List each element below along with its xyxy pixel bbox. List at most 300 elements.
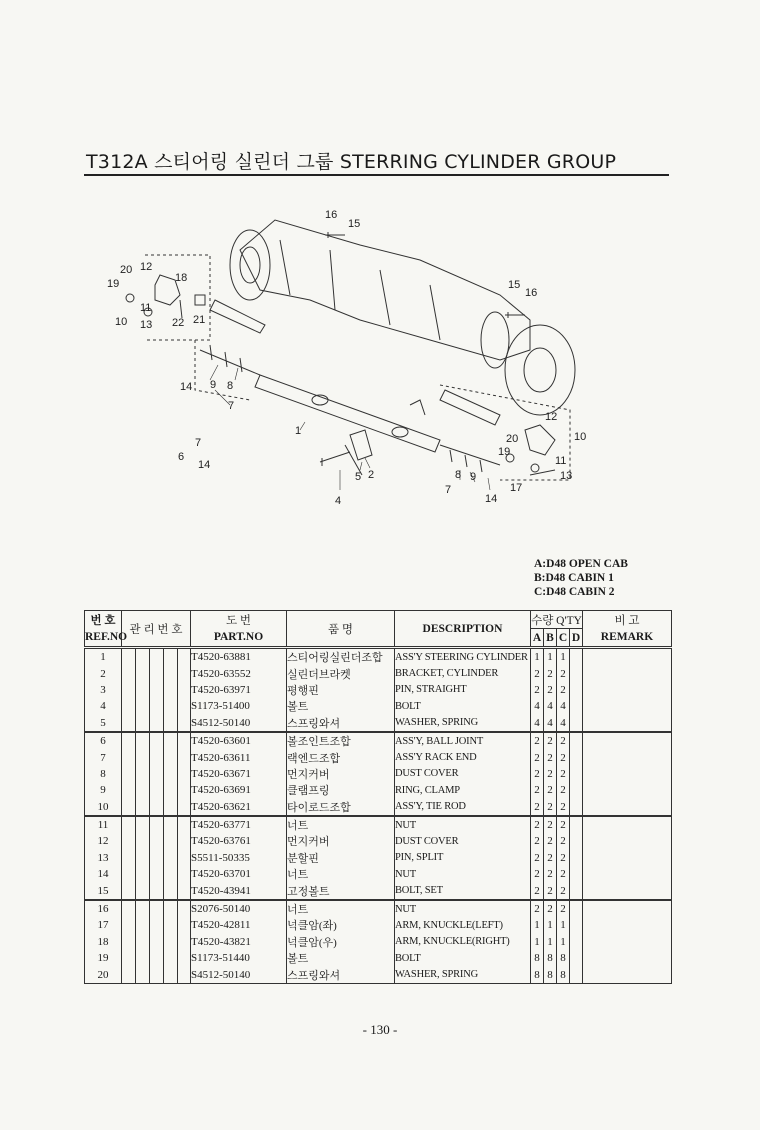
cell-desc: ASS'Y, TIE ROD xyxy=(395,799,531,816)
cell-name: 스프링와셔 xyxy=(287,966,395,983)
table-row xyxy=(85,833,672,849)
cell-empty xyxy=(583,766,672,782)
cell-empty xyxy=(164,799,178,816)
callout-label: 19 xyxy=(107,278,120,290)
cell-empty xyxy=(178,934,191,950)
cell-part: T4520-63771 xyxy=(191,816,287,833)
pin-3 xyxy=(410,400,425,415)
tie-rod-left xyxy=(210,300,265,333)
cell-empty xyxy=(150,648,164,666)
cell-empty xyxy=(583,732,672,749)
callout-label: 22 xyxy=(172,317,185,329)
cell-a: 2 xyxy=(531,732,544,749)
cell-ref: 12 xyxy=(85,833,122,849)
cell-empty xyxy=(136,698,150,714)
cell-empty xyxy=(178,917,191,933)
cell-desc: ASS'Y RACK END xyxy=(395,749,531,765)
cell-part: T4520-63761 xyxy=(191,833,287,849)
callout-label: 4 xyxy=(335,495,342,507)
cell-name: 볼트 xyxy=(287,950,395,966)
table-row xyxy=(85,698,672,714)
cell-c: 2 xyxy=(557,782,570,798)
cell-empty xyxy=(164,782,178,798)
title-rule xyxy=(84,174,669,176)
callout-label: 11 xyxy=(555,455,567,467)
cell-d xyxy=(570,665,583,681)
cell-empty xyxy=(178,850,191,866)
cell-ref: 13 xyxy=(85,850,122,866)
cell-b: 2 xyxy=(544,850,557,866)
callout-label: 9 xyxy=(210,379,217,391)
cell-a: 1 xyxy=(531,934,544,950)
cell-ref: 20 xyxy=(85,966,122,983)
cell-empty xyxy=(164,866,178,882)
cell-ref: 7 xyxy=(85,749,122,765)
cell-empty xyxy=(164,698,178,714)
cell-d xyxy=(570,900,583,917)
cell-empty xyxy=(150,665,164,681)
cell-empty xyxy=(150,900,164,917)
cell-a: 4 xyxy=(531,698,544,714)
callout-label: 20 xyxy=(120,264,133,276)
cell-empty xyxy=(583,900,672,917)
legend-item: A:D48 OPEN CAB xyxy=(534,558,628,570)
cell-ref: 9 xyxy=(85,782,122,798)
cell-c: 2 xyxy=(557,816,570,833)
cell-part: S2076-50140 xyxy=(191,900,287,917)
callout-label: 7 xyxy=(195,437,202,449)
cell-c: 1 xyxy=(557,648,570,666)
cell-ref: 5 xyxy=(85,715,122,732)
cell-empty xyxy=(136,766,150,782)
cell-empty xyxy=(122,866,136,882)
cell-c: 1 xyxy=(557,934,570,950)
cell-d xyxy=(570,682,583,698)
callout-label: 20 xyxy=(506,433,519,445)
cell-a: 2 xyxy=(531,850,544,866)
cell-c: 2 xyxy=(557,732,570,749)
cell-empty xyxy=(136,900,150,917)
cell-d xyxy=(570,749,583,765)
cell-ref: 8 xyxy=(85,766,122,782)
callout-label: 16 xyxy=(325,209,338,221)
cell-d xyxy=(570,934,583,950)
cell-d xyxy=(570,648,583,666)
callout-label: 16 xyxy=(525,287,538,299)
cell-empty xyxy=(583,749,672,765)
cell-empty xyxy=(150,917,164,933)
cell-empty xyxy=(164,850,178,866)
cell-empty xyxy=(178,749,191,765)
cell-empty xyxy=(122,749,136,765)
cell-desc: ASS'Y STEERING CYLINDER xyxy=(395,648,531,666)
cell-ref: 3 xyxy=(85,682,122,698)
callout-label: 11 xyxy=(140,302,152,314)
qty-d-header: D xyxy=(570,629,583,648)
cell-empty xyxy=(178,698,191,714)
cell-d xyxy=(570,816,583,833)
cell-empty xyxy=(178,950,191,966)
cell-desc: BOLT xyxy=(395,698,531,714)
cell-empty xyxy=(122,732,136,749)
cell-desc: WASHER, SPRING xyxy=(395,966,531,983)
cell-b: 8 xyxy=(544,950,557,966)
cell-part: S1173-51400 xyxy=(191,698,287,714)
cell-a: 2 xyxy=(531,665,544,681)
cell-empty xyxy=(178,665,191,681)
cell-empty xyxy=(150,833,164,849)
cell-empty xyxy=(583,698,672,714)
cell-d xyxy=(570,732,583,749)
cell-ref: 1 xyxy=(85,648,122,666)
cell-empty xyxy=(583,882,672,899)
cell-a: 1 xyxy=(531,917,544,933)
cell-part: S5511-50335 xyxy=(191,850,287,866)
cell-part: T4520-63601 xyxy=(191,732,287,749)
cell-ref: 6 xyxy=(85,732,122,749)
cell-name: 랙엔드조합 xyxy=(287,749,395,765)
table-row xyxy=(85,917,672,933)
steering-cylinder xyxy=(255,375,440,452)
cell-part: T4520-63971 xyxy=(191,682,287,698)
callout-label: 6 xyxy=(178,451,185,463)
cell-empty xyxy=(583,782,672,798)
mgmt-header: 관 리 번 호 xyxy=(122,611,191,648)
cell-name: 고정볼트 xyxy=(287,882,395,899)
cell-a: 2 xyxy=(531,682,544,698)
cell-empty xyxy=(178,732,191,749)
cell-d xyxy=(570,850,583,866)
ref-header-en: REF.NO xyxy=(85,629,122,648)
cell-b: 4 xyxy=(544,698,557,714)
cell-name: 너트 xyxy=(287,866,395,882)
table-row xyxy=(85,782,672,798)
bolt-top xyxy=(325,232,345,238)
cell-ref: 14 xyxy=(85,866,122,882)
cell-empty xyxy=(150,715,164,732)
callout-label: 2 xyxy=(368,469,375,481)
cell-empty xyxy=(150,782,164,798)
table-row xyxy=(85,732,672,749)
cell-empty xyxy=(150,934,164,950)
cell-empty xyxy=(164,950,178,966)
cell-b: 1 xyxy=(544,934,557,950)
cell-empty xyxy=(150,950,164,966)
table-row xyxy=(85,934,672,950)
cell-empty xyxy=(164,766,178,782)
cell-empty xyxy=(164,816,178,833)
cell-name: 실린더브라켓 xyxy=(287,665,395,681)
callout-label: 14 xyxy=(485,493,498,505)
cell-ref: 19 xyxy=(85,950,122,966)
cell-empty xyxy=(583,850,672,866)
cell-desc: PIN, STRAIGHT xyxy=(395,682,531,698)
part-header: 도 번 xyxy=(191,611,287,629)
cell-c: 1 xyxy=(557,917,570,933)
page-number: - 130 - xyxy=(362,1022,398,1037)
table-row xyxy=(85,766,672,782)
cell-empty xyxy=(178,766,191,782)
table-row xyxy=(85,966,672,983)
cell-desc: BOLT, SET xyxy=(395,882,531,899)
rack-end-left xyxy=(200,345,260,375)
cell-c: 2 xyxy=(557,833,570,849)
cell-empty xyxy=(122,715,136,732)
cell-empty xyxy=(150,682,164,698)
cell-desc: DUST COVER xyxy=(395,766,531,782)
cell-empty xyxy=(164,882,178,899)
cell-d xyxy=(570,782,583,798)
cell-b: 2 xyxy=(544,816,557,833)
cell-c: 8 xyxy=(557,950,570,966)
cell-empty xyxy=(178,966,191,983)
bolt-4 xyxy=(320,452,350,466)
ref-header: 번 호 xyxy=(85,611,122,629)
cell-name: 먼지커버 xyxy=(287,833,395,849)
table-row xyxy=(85,715,672,732)
cell-ref: 10 xyxy=(85,799,122,816)
callout-label: 13 xyxy=(560,470,573,482)
cell-name: 넉클암(우) xyxy=(287,934,395,950)
cell-desc: ASS'Y, BALL JOINT xyxy=(395,732,531,749)
cell-empty xyxy=(164,665,178,681)
cell-ref: 16 xyxy=(85,900,122,917)
cell-part: T4520-63671 xyxy=(191,766,287,782)
cell-b: 2 xyxy=(544,682,557,698)
cell-empty xyxy=(122,816,136,833)
callout-label: 12 xyxy=(140,261,153,273)
tie-rod-right xyxy=(440,390,500,425)
table-row xyxy=(85,900,672,917)
cell-empty xyxy=(136,665,150,681)
cell-empty xyxy=(136,833,150,849)
cell-c: 2 xyxy=(557,850,570,866)
cell-empty xyxy=(164,966,178,983)
table-row xyxy=(85,749,672,765)
callout-label: 17 xyxy=(510,482,523,494)
cell-empty xyxy=(136,715,150,732)
cell-a: 2 xyxy=(531,833,544,849)
cell-desc: DUST COVER xyxy=(395,833,531,849)
cell-empty xyxy=(136,917,150,933)
cell-empty xyxy=(136,648,150,666)
cell-name: 분할핀 xyxy=(287,850,395,866)
remark-header: 비 고 xyxy=(583,611,672,629)
model-legend xyxy=(534,557,628,599)
cell-empty xyxy=(150,749,164,765)
cell-b: 2 xyxy=(544,882,557,899)
cell-c: 2 xyxy=(557,766,570,782)
callout-label: 8 xyxy=(455,469,462,481)
cell-desc: RING, CLAMP xyxy=(395,782,531,798)
cell-empty xyxy=(583,799,672,816)
cell-part: T4520-63701 xyxy=(191,866,287,882)
cell-b: 4 xyxy=(544,715,557,732)
cell-empty xyxy=(122,698,136,714)
cell-empty xyxy=(136,882,150,899)
callout-label: 14 xyxy=(180,381,193,393)
cell-a: 2 xyxy=(531,766,544,782)
qty-header: 수량 Q'TY xyxy=(531,611,583,629)
callout-label: 5 xyxy=(355,471,362,483)
washer-19 xyxy=(126,294,134,302)
cell-b: 2 xyxy=(544,799,557,816)
cell-part: T4520-63621 xyxy=(191,799,287,816)
cell-d xyxy=(570,698,583,714)
table-row xyxy=(85,882,672,899)
cell-empty xyxy=(178,782,191,798)
cell-c: 2 xyxy=(557,882,570,899)
callout-label: 21 xyxy=(193,314,206,326)
cell-empty xyxy=(136,799,150,816)
cell-name: 너트 xyxy=(287,816,395,833)
cell-empty xyxy=(136,934,150,950)
cell-empty xyxy=(122,648,136,666)
cell-empty xyxy=(178,882,191,899)
name-header: 품 명 xyxy=(287,611,395,648)
callout-label: 10 xyxy=(115,316,128,328)
cell-part: T4520-43941 xyxy=(191,882,287,899)
parts-table xyxy=(84,610,672,984)
cell-name: 스티어링실린더조합 xyxy=(287,648,395,666)
cell-name: 스프링와셔 xyxy=(287,715,395,732)
cell-empty xyxy=(583,917,672,933)
qty-a-header: A xyxy=(531,629,544,648)
cell-empty xyxy=(122,850,136,866)
cell-a: 2 xyxy=(531,782,544,798)
cell-name: 볼조인트조합 xyxy=(287,732,395,749)
left-hub xyxy=(230,230,270,300)
cell-empty xyxy=(150,766,164,782)
cell-b: 2 xyxy=(544,782,557,798)
cell-c: 4 xyxy=(557,698,570,714)
table-row xyxy=(85,665,672,681)
page-title: T312A 스티어링 실린더 그룹 STERRING CYLINDER GROUP xyxy=(86,151,617,173)
cell-empty xyxy=(122,934,136,950)
cell-empty xyxy=(122,882,136,899)
cell-a: 2 xyxy=(531,882,544,899)
cell-a: 1 xyxy=(531,648,544,666)
cell-empty xyxy=(122,782,136,798)
cell-empty xyxy=(122,950,136,966)
cell-empty xyxy=(164,833,178,849)
rack-end-right xyxy=(440,445,500,472)
cell-c: 2 xyxy=(557,866,570,882)
cell-empty xyxy=(583,966,672,983)
cell-b: 2 xyxy=(544,833,557,849)
cell-empty xyxy=(583,648,672,666)
cell-empty xyxy=(164,900,178,917)
cell-name: 넉클암(좌) xyxy=(287,917,395,933)
cell-c: 2 xyxy=(557,799,570,816)
cell-empty xyxy=(150,882,164,899)
right-wheel-hub xyxy=(505,325,575,415)
cell-empty xyxy=(136,682,150,698)
cell-empty xyxy=(136,782,150,798)
cell-empty xyxy=(583,866,672,882)
cell-desc: NUT xyxy=(395,816,531,833)
legend-item: C:D48 CABIN 2 xyxy=(534,586,615,598)
cell-empty xyxy=(164,749,178,765)
leader-lines xyxy=(210,365,490,490)
axle-housing xyxy=(240,220,530,360)
cell-empty xyxy=(583,934,672,950)
left-hub-inner xyxy=(240,247,260,283)
cell-a: 2 xyxy=(531,799,544,816)
cell-desc: ARM, KNUCKLE(LEFT) xyxy=(395,917,531,933)
cell-part: T4520-63691 xyxy=(191,782,287,798)
legend-item: B:D48 CABIN 1 xyxy=(534,572,614,584)
cell-d xyxy=(570,833,583,849)
cell-desc: ARM, KNUCKLE(RIGHT) xyxy=(395,934,531,950)
callout-label: 7 xyxy=(445,484,452,496)
right-flange xyxy=(481,312,509,368)
cell-empty xyxy=(122,833,136,849)
cell-b: 2 xyxy=(544,732,557,749)
cell-empty xyxy=(122,665,136,681)
cell-desc: BRACKET, CYLINDER xyxy=(395,665,531,681)
ball-joint-21 xyxy=(195,295,205,305)
right-wheel-hub-inner xyxy=(524,348,556,392)
cell-empty xyxy=(122,900,136,917)
cell-desc: NUT xyxy=(395,900,531,917)
cell-d xyxy=(570,950,583,966)
cell-part: T4520-63552 xyxy=(191,665,287,681)
cell-a: 2 xyxy=(531,866,544,882)
cell-c: 2 xyxy=(557,749,570,765)
cell-empty xyxy=(150,799,164,816)
cell-empty xyxy=(178,866,191,882)
cell-empty xyxy=(178,900,191,917)
exploded-parts-diagram xyxy=(100,200,600,520)
cell-c: 8 xyxy=(557,966,570,983)
callout-label: 15 xyxy=(508,279,521,291)
cell-empty xyxy=(164,648,178,666)
cell-empty xyxy=(583,950,672,966)
cell-d xyxy=(570,799,583,816)
cell-b: 8 xyxy=(544,966,557,983)
qty-c-header: C xyxy=(557,629,570,648)
callout-label: 19 xyxy=(498,446,511,458)
cell-empty xyxy=(583,715,672,732)
cell-empty xyxy=(583,833,672,849)
cell-empty xyxy=(583,816,672,833)
cell-empty xyxy=(164,732,178,749)
callout-label: 8 xyxy=(227,380,234,392)
cell-empty xyxy=(178,648,191,666)
cell-empty xyxy=(136,732,150,749)
cell-part: T4520-63611 xyxy=(191,749,287,765)
callout-label: 13 xyxy=(140,319,153,331)
cell-empty xyxy=(583,682,672,698)
cell-desc: WASHER, SPRING xyxy=(395,715,531,732)
cell-empty xyxy=(136,749,150,765)
nut-right-11 xyxy=(531,464,539,472)
cell-d xyxy=(570,917,583,933)
cell-b: 2 xyxy=(544,900,557,917)
pin-22 xyxy=(180,300,182,318)
cell-empty xyxy=(164,917,178,933)
cell-part: S1173-51440 xyxy=(191,950,287,966)
table-row xyxy=(85,866,672,882)
callout-label: 15 xyxy=(348,218,361,230)
cell-b: 2 xyxy=(544,749,557,765)
cell-empty xyxy=(136,816,150,833)
pin-right-13 xyxy=(530,470,555,475)
cell-ref: 15 xyxy=(85,882,122,899)
right-knuckle-arm xyxy=(525,425,555,455)
cell-empty xyxy=(178,682,191,698)
